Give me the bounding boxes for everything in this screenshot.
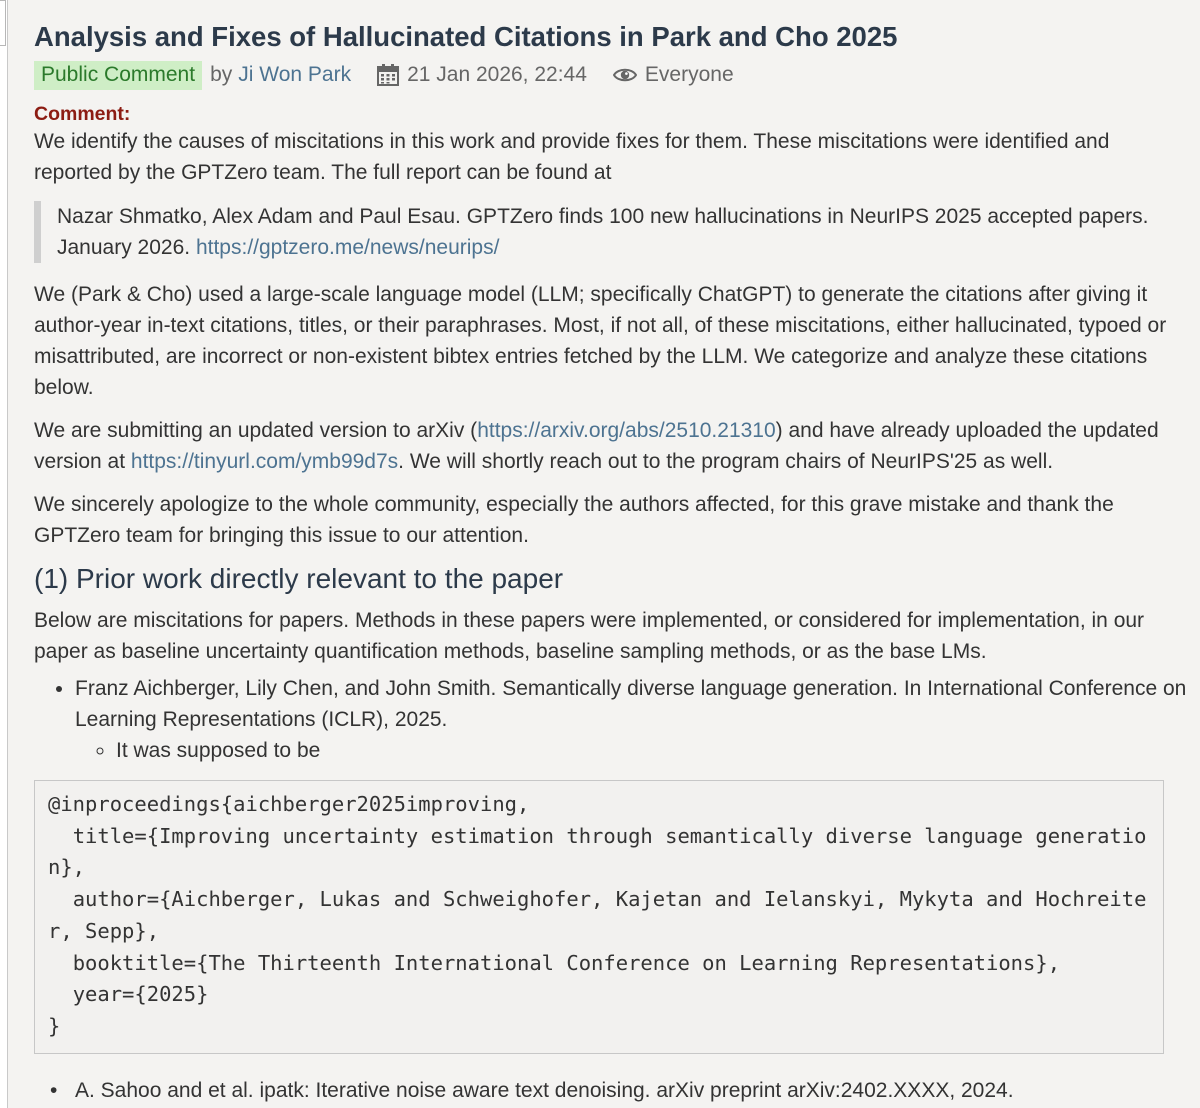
- update-paragraph: [34, 415, 1190, 477]
- gptzero-report-link[interactable]: https://gptzero.me/news/neurips/: [195, 236, 500, 259]
- left-panel-edge: [0, 0, 8, 1108]
- sub-list-item: ◦ It was supposed to be: [116, 735, 1190, 766]
- note-title: Analysis and Fixes of Hallucinated Citations in Park and Cho 2025: [34, 21, 898, 52]
- author-link[interactable]: Ji Won Park: [238, 63, 352, 86]
- sub-list: [75, 735, 1190, 766]
- list-item-partial: • A. Sahoo and et al. ipatk: Iterative noise aware text denoising. arXiv preprint arXiv:2402.XXXX, 2024.: [34, 1075, 1190, 1106]
- miscitation-text: Franz Aichberger, Lily Chen, and John Smith. Semantically diverse language generation. In International Conference on Learning Representations (ICLR), 2025.: [75, 677, 1187, 731]
- report-citation-text: Nazar Shmatko, Alex Adam and Paul Esau. GPTZero finds 100 new hallucinations in NeurIPS 2025 accepted papers. January 2026.: [57, 205, 1149, 259]
- bibtex-code-block: @inproceedings{aichberger2025improving, title={Improving uncertainty estimation through semantically diverse language generation}, author={Aichberger, Lukas and Schweighofer, Kajetan and Ielanskyi, Mykyta and Hochreiter, Sepp}, booktitle={The Thirteenth International Conference on Learning Representations}, year={2025} }: [34, 780, 1164, 1054]
- calendar-icon: [377, 64, 399, 86]
- update-text-post: . We will shortly reach out to the program chairs of NeurIPS'25 as well.: [398, 450, 1054, 473]
- report-citation: [57, 201, 1190, 263]
- tinyurl-link[interactable]: https://tinyurl.com/ymb99d7s: [130, 450, 399, 473]
- visibility-label: Everyone: [644, 63, 734, 86]
- update-text-mid: ) and have already uploaded the updated version at: [34, 419, 1159, 473]
- note-date: 21 Jan 2026, 22:44: [407, 63, 587, 86]
- note-body: [34, 126, 1190, 1106]
- miscitation-list: [34, 673, 1190, 766]
- section-heading-prior-work: (1) Prior work directly relevant to the paper: [34, 563, 564, 594]
- note-meta: [34, 60, 1190, 90]
- report-blockquote: [34, 201, 1190, 263]
- section-intro: Below are miscitations for papers. Methods in these papers were implemented, or considered for implementation, in our paper as baseline uncertainty quantification methods, baseline sampling methods, or as the base LMs.: [34, 609, 1145, 663]
- invitation-badge: Public Comment: [34, 61, 202, 90]
- apology-paragraph: We sincerely apologize to the whole community, especially the authors affected, for this grave mistake and thank the GPTZero team for bringing this issue to our attention.: [34, 493, 1114, 547]
- eye-icon: [613, 66, 637, 84]
- left-panel-tick: [0, 0, 6, 46]
- by-label: by: [210, 63, 233, 86]
- forum-note: [34, 18, 1190, 1106]
- llm-usage-paragraph: We (Park & Cho) used a large-scale language model (LLM; specifically ChatGPT) to generate the citations after giving it author-year in-text citations, titles, or their paraphrases. Most, if not all, of these miscitations, either hallucinated, typoed or misattributed, are incorrect or non-existent bibtex entries fetched by the LLM. We categorize and analyze these citations below.: [34, 283, 1167, 399]
- comment-label: Comment:: [34, 103, 131, 125]
- arxiv-link[interactable]: https://arxiv.org/abs/2510.21310: [477, 419, 776, 442]
- update-text-pre: We are submitting an updated version to arXiv (: [34, 419, 478, 442]
- list-item: [75, 673, 1190, 766]
- comment-intro: We identify the causes of miscitations in this work and provide fixes for them. These miscitations were identified and reported by the GPTZero team. The full report can be found at: [34, 130, 1110, 184]
